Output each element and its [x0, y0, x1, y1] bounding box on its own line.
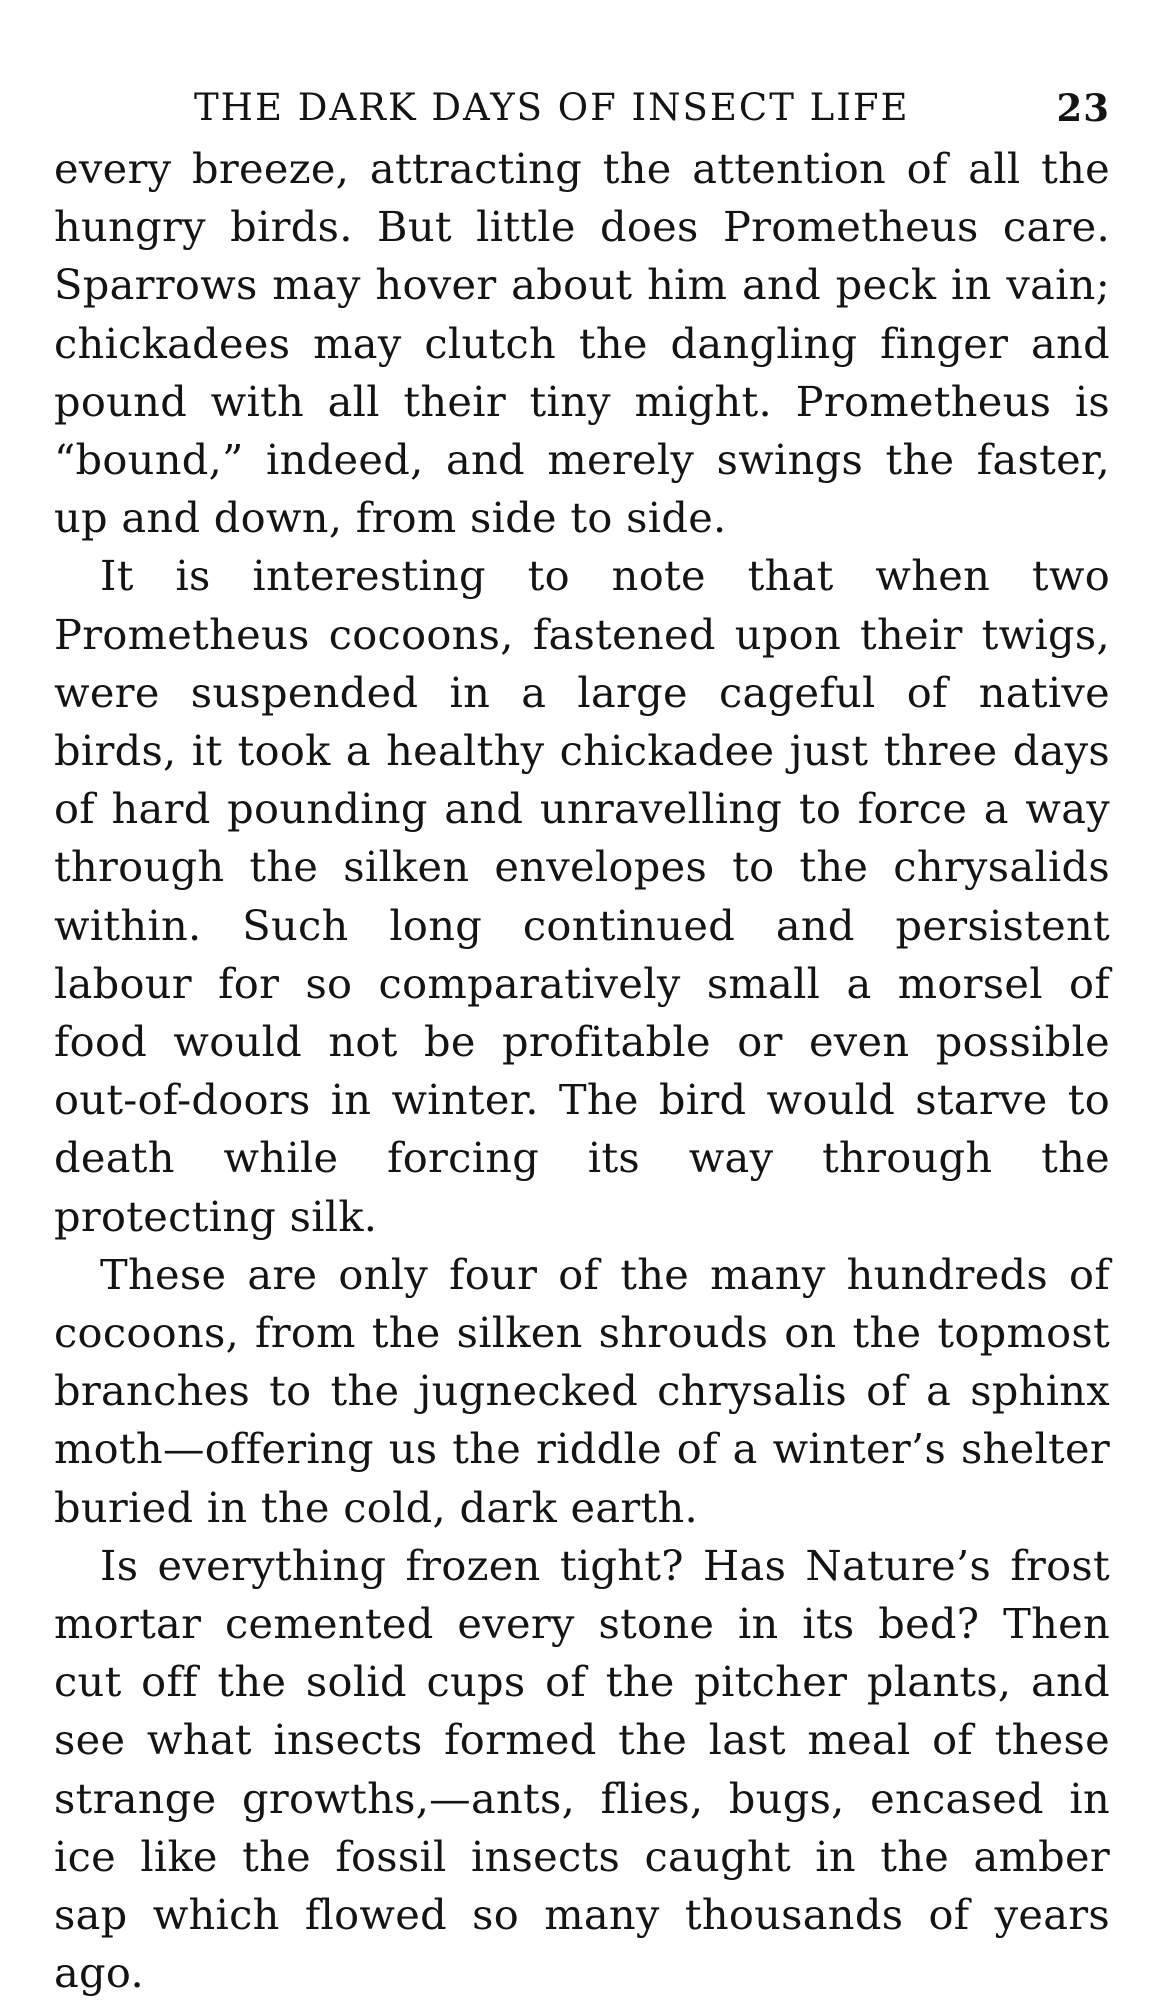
paragraph-continued: every breeze, attracting the attention of all the hungry birds. But little does Prometheus care. Sparrows may hover about him and peck in vain; chickadees may clutch the dangling finger and pound with all their tiny might. Prometheus is “bound,” indeed, and merely swings the faster, up and down, from side to side. — [54, 144, 1110, 543]
body-text — [54, 140, 1110, 2003]
running-header — [54, 78, 1110, 138]
paragraph: Is everything frozen tight? Has Nature’s frost mortar cemented every stone in its bed? Then cut off the solid cups of the pitcher plants, and see what insects formed the last meal of these strange growths,—ants, flies, bugs, encased in ice like the fossil insects caught in the amber sap which flowed so many thousands of years ago. — [54, 1540, 1110, 1998]
page-number: 23 — [1056, 86, 1110, 130]
running-title: THE DARK DAYS OF INSECT LIFE — [194, 86, 910, 129]
book-page — [54, 78, 1110, 2003]
paragraph: These are only four of the many hundreds of cocoons, from the silken shrouds on the topmost branches to the jugnecked chrysalis of a sphinx moth—offering us the riddle of a winter’s shelter buried in the cold, dark earth. — [54, 1249, 1110, 1532]
paragraph: It is interesting to note that when two Prometheus cocoons, fastened upon their twigs, were suspended in a large cageful of native birds, it took a healthy chickadee just three days of hard pounding and unravelling to force a way through the silken envelopes to the chrysalids within. Such long continued and persistent labour for so comparatively small a morsel of food would not be profitable or even possible out-of-doors in winter. The bird would starve to death while forcing its way through the protecting silk. — [54, 551, 1110, 1241]
